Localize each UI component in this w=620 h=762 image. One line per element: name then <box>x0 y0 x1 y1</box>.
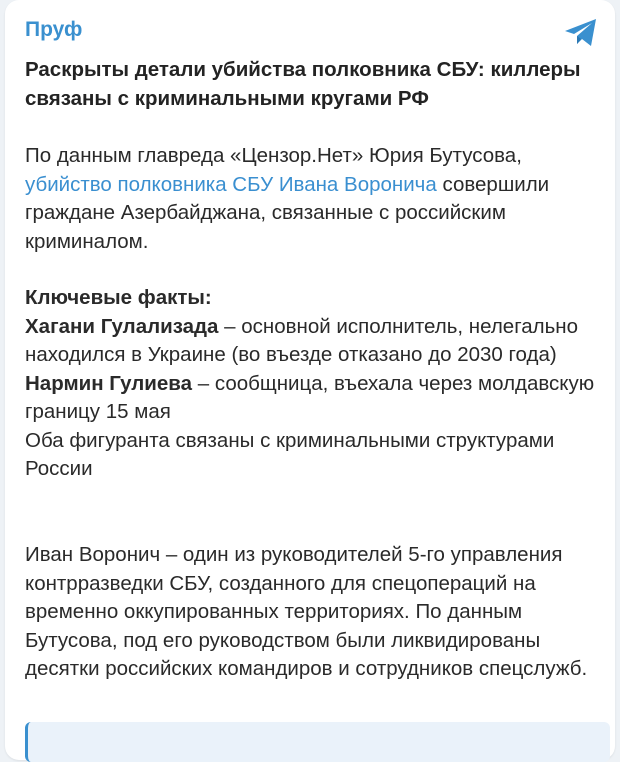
fact-description: – сообщница, въехала через молдавскую границу 15 мая <box>25 371 595 423</box>
article-link[interactable]: убийство полковника СБУ Ивана Воронича <box>25 172 437 196</box>
post-header <box>25 16 599 50</box>
channel-name[interactable]: Пруф <box>25 18 83 41</box>
fact-person-name: Нармин Гулиева <box>25 371 193 395</box>
link-preview[interactable] <box>25 722 610 762</box>
telegram-icon[interactable] <box>563 16 599 50</box>
key-facts-heading: Ключевые факты: <box>25 286 212 309</box>
intro-suffix: совершили граждане Азербайджана, связанные с российским криминалом. <box>25 172 550 253</box>
fact-item <box>25 313 610 370</box>
key-facts-block <box>25 284 610 484</box>
post-card <box>5 0 615 760</box>
fact-item <box>25 370 610 427</box>
post-title: Раскрыты детали убийства полковника СБУ: киллеры связаны с криминальными кругами РФ <box>25 58 581 110</box>
fact-person-name: Хагани Гулализада <box>25 314 219 338</box>
intro-prefix: По данным главреда «Цензор.Нет» Юрия Бутусова, <box>25 144 522 167</box>
post-paragraph-bio: Иван Воронич – один из руководителей 5-го управления контрразведки СБУ, созданного для спецопераций на временно оккупированных территориях. По данным Бутусова, под его руководством были ликвидированы десятки российских командиров и сотрудников спецслужб. <box>25 543 588 680</box>
fact-description: – основной исполнитель, нелегально находился в Украине (во въезде отказано до 2030 года) <box>25 314 578 366</box>
post-paragraph-intro <box>25 142 610 256</box>
fact-item: Оба фигуранта связаны с криминальными структурами России <box>25 428 555 480</box>
